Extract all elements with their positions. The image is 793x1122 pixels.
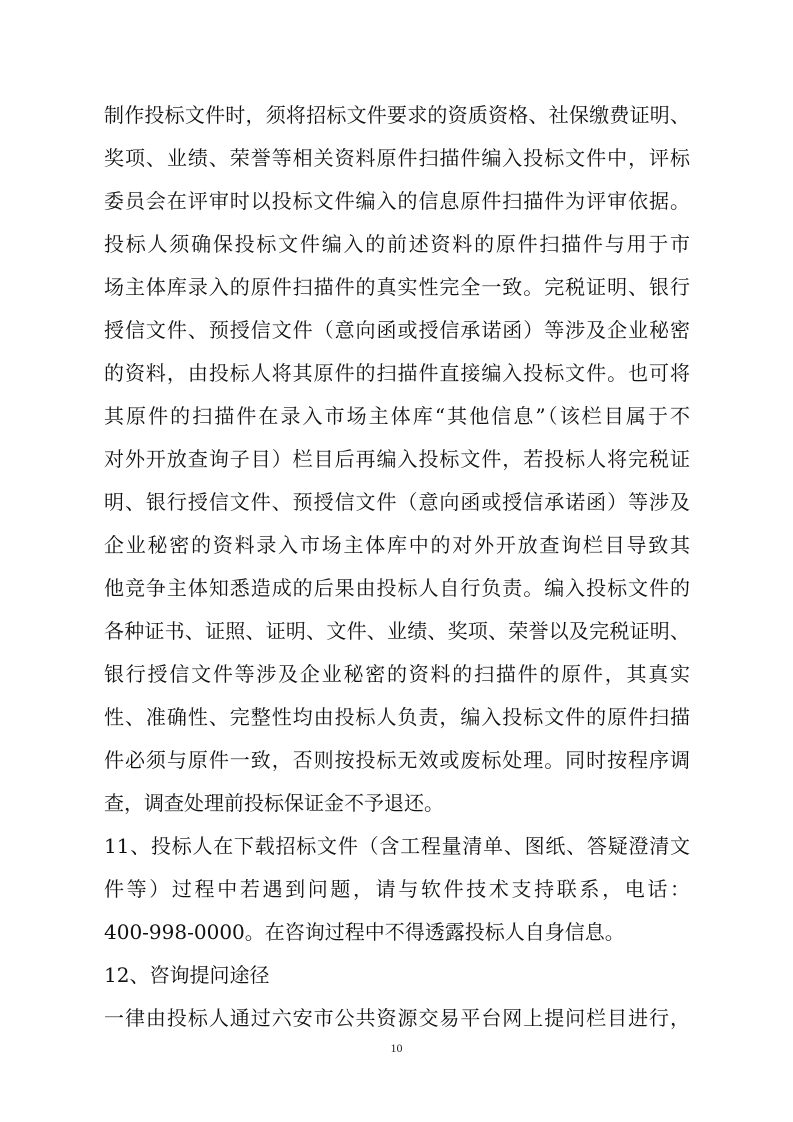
text-line: 银行授信文件等涉及企业秘密的资料的扫描件的原件，其真实 — [104, 662, 690, 686]
text-line: 对外开放查询子目）栏目后再编入投标文件，若投标人将完税证 — [104, 447, 690, 471]
text-line: 他竞争主体知悉造成的后果由投标人自行负责。编入投标文件的 — [104, 576, 690, 600]
page-number: 10 — [390, 1041, 403, 1055]
text-line: 一律由投标人通过六安市公共资源交易平台网上提问栏目进行， — [104, 1006, 690, 1030]
text-line: 委员会在评审时以投标文件编入的信息原件扫描件为评审依据。 — [104, 189, 690, 213]
text-line: 查，调查处理前投标保证金不予退还。 — [104, 791, 444, 815]
text-line: 件必须与原件一致，否则按投标无效或废标处理。同时按程序调 — [104, 748, 690, 772]
text-line: 的资料，由投标人将其原件的扫描件直接编入投标文件。也可将 — [104, 361, 690, 385]
text-line: 性、准确性、完整性均由投标人负责，编入投标文件的原件扫描 — [104, 705, 690, 729]
text-line: 12、咨询提问途径 — [104, 963, 270, 987]
text-line: 投标人须确保投标文件编入的前述资料的原件扫描件与用于市 — [104, 232, 690, 256]
text-line: 奖项、业绩、荣誉等相关资料原件扫描件编入投标文件中，评标 — [104, 146, 690, 170]
text-line: 件等）过程中若遇到问题，请与软件技术支持联系，电话： — [104, 877, 690, 901]
text-line: 11、投标人在下载招标文件（含工程量清单、图纸、答疑澄清文 — [104, 834, 690, 858]
text-line: 其原件的扫描件在录入市场主体库“其他信息”（该栏目属于不 — [104, 404, 690, 428]
text-line: 明、银行授信文件、预授信文件（意向函或授信承诺函）等涉及 — [104, 490, 690, 514]
text-line: 企业秘密的资料录入市场主体库中的对外开放查询栏目导致其 — [104, 533, 690, 557]
text-line: 400-998-0000。在咨询过程中不得透露投标人自身信息。 — [104, 920, 625, 944]
text-line: 授信文件、预授信文件（意向函或授信承诺函）等涉及企业秘密 — [104, 318, 690, 342]
text-line: 各种证书、证照、证明、文件、业绩、奖项、荣誉以及完税证明、 — [104, 619, 690, 643]
text-line: 制作投标文件时，须将招标文件要求的资质资格、社保缴费证明、 — [104, 103, 690, 127]
text-line: 场主体库录入的原件扫描件的真实性完全一致。完税证明、银行 — [104, 275, 690, 299]
